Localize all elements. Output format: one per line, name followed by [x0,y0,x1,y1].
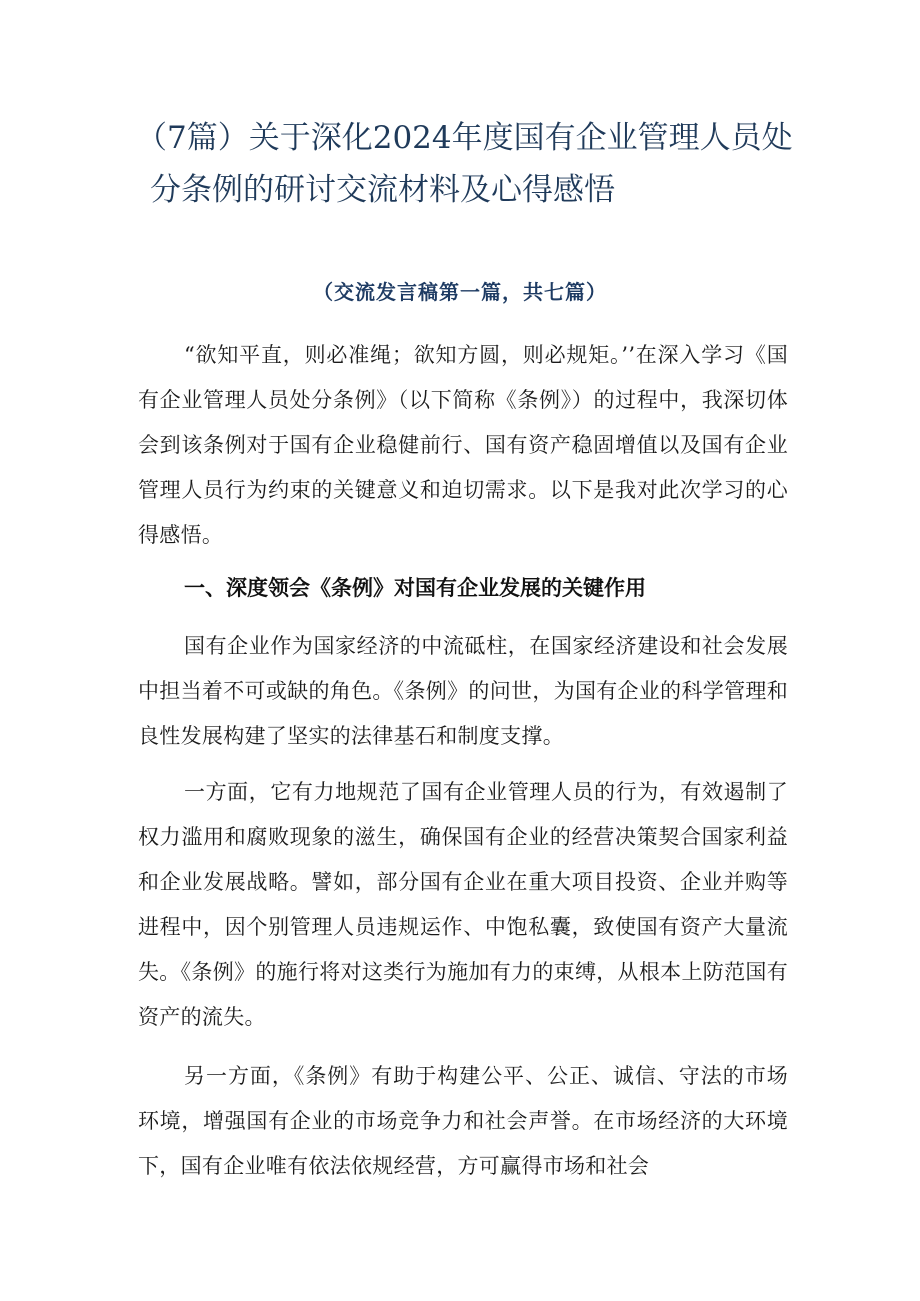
body-paragraph: 另一方面，《条例》有助于构建公平、公正、诚信、守法的市场环境，增强国有企业的市场竞争力和社会声誉。在市场经济的大环境下，国有企业唯有依法依规经营，方可赢得市场和社会 [138,1064,788,1178]
section-heading-1: 一、深度领会《条例》对国有企业发展的关键作用 [184,576,646,600]
intro-paragraph: “欲知平直，则必准绳；欲知方圆，则必规矩。’’在深入学习《国有企业管理人员处分条例》（以下简称《条例》）的过程中，我深切体会到该条例对于国有企业稳健前行、国有资产稳固增值以及国有企业管理人员行为约束的关键意义和迫切需求。以下是我对此次学习的心得感悟。 [138,343,788,547]
body-paragraph: 一方面，它有力地规范了国有企业管理人员的行为，有效遏制了权力滥用和腐败现象的滋生，确保国有企业的经营决策契合国家利益和企业发展战略。譬如，部分国有企业在重大项目投资、企业并购等进程中，因个别管理人员违规运作、中饱私囊，致使国有资产大量流失。《条例》的施行将对这类行为施加有力的束缚，从根本上防范国有资产的流失。 [138,780,788,1029]
document-subtitle: （交流发言稿第一篇，共七篇） [313,280,607,304]
document-title: （7篇）关于深化2024年度国有企业管理人员处分条例的研讨交流材料及心得感悟 [136,120,793,208]
body-paragraph: 国有企业作为国家经济的中流砥柱，在国家经济建设和社会发展中担当着不可或缺的角色。《条例》的问世，为国有企业的科学管理和良性发展构建了坚实的法律基石和制度支撑。 [138,634,788,748]
